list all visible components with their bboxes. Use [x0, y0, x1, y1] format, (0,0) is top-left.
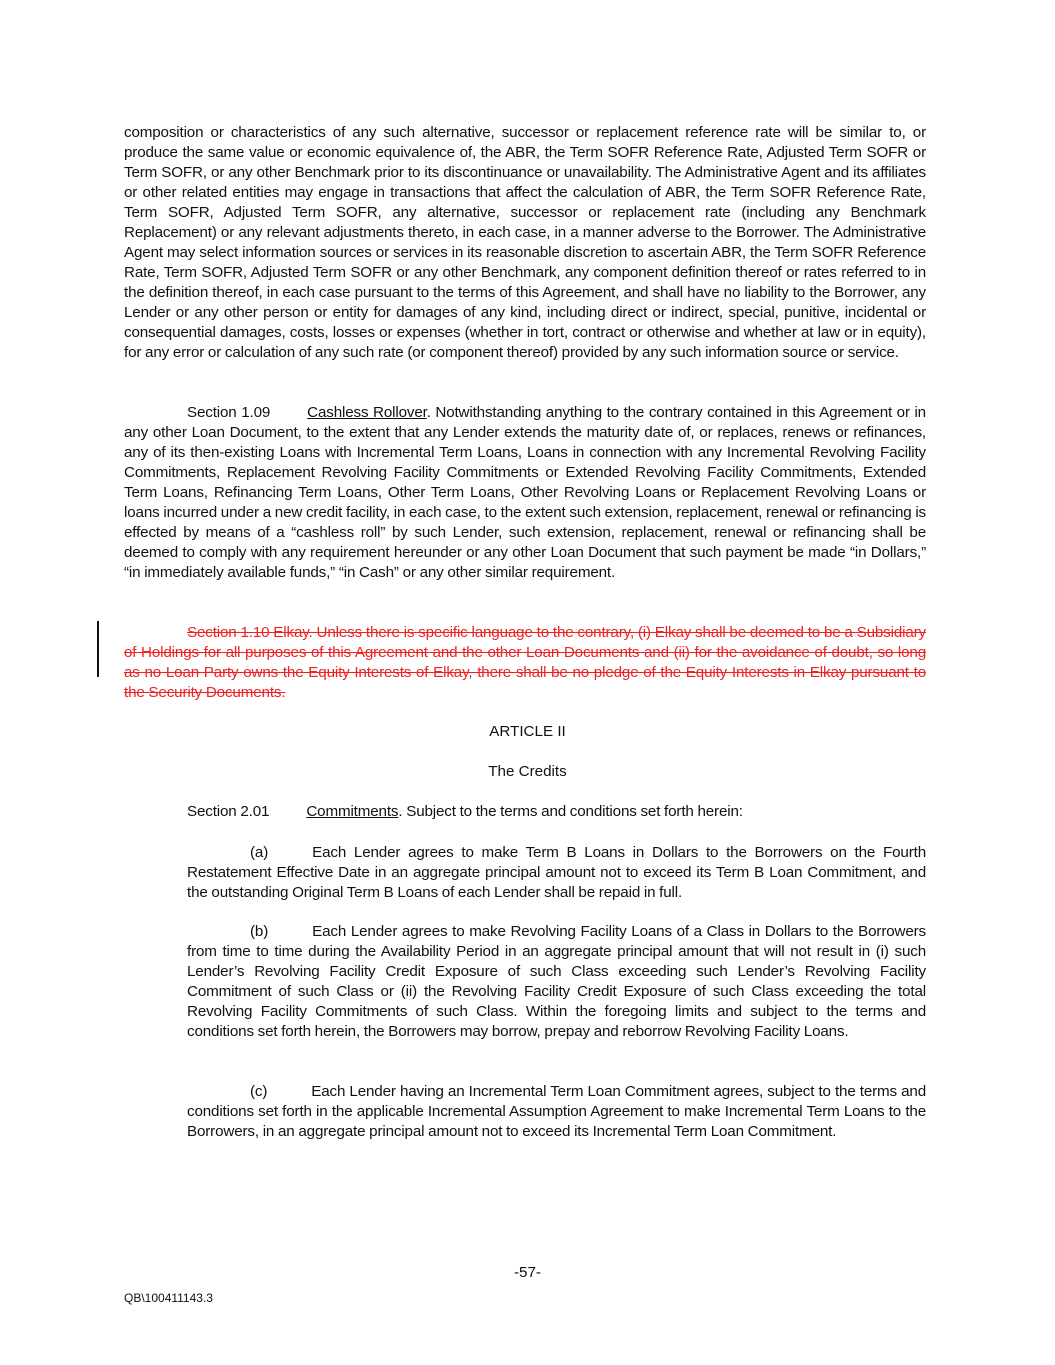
- section-title: Commitments: [306, 803, 399, 820]
- clause-b: [187, 922, 926, 1042]
- article-heading: ARTICLE II: [489, 723, 566, 740]
- section-title: Cashless Rollover: [307, 404, 427, 421]
- clause-label: (c): [250, 1083, 268, 1100]
- change-bar: [97, 621, 99, 677]
- clause-label: (a): [250, 844, 269, 861]
- section-number: Section 1.09: [187, 404, 271, 421]
- clause-text: Each Lender agrees to make Revolving Facility Loans of a Class in Dollars to the Borrowers from time to time during the Availability Period in an aggregate principal amount that will not result in (i) such Lender’s Revolving Facility Credit Exposure of such Class exceeding such Lender’s Revolving Facility Commitment of such Class or (ii) the Revolving Facility Credit Exposure of such Class exceeding the total Revolving Facility Commitments of such Class. Within the foregoing limits and subject to the terms and conditions set forth herein, the Borrowers may borrow, prepay and reborrow Revolving Facility Loans.: [187, 923, 926, 1040]
- page-number: -57-: [513, 1264, 541, 1281]
- clause-label: (b): [250, 923, 269, 940]
- clause-c: [187, 1082, 926, 1142]
- section-2-01: [187, 802, 926, 822]
- document-id: QB\100411143.3: [124, 1291, 213, 1305]
- clause-a: [187, 843, 926, 903]
- clause-text: Each Lender having an Incremental Term Loan Commitment agrees, subject to the terms and conditions set forth in the applicable Incremental Assumption Agreement to make Incremental Term Loans to the Borrowers, in an aggregate principal amount not to exceed its Incremental Term Loan Commitment.: [187, 1083, 926, 1140]
- section-number: Section 2.01: [187, 803, 270, 820]
- clause-text: Each Lender agrees to make Term B Loans in Dollars to the Borrowers on the Fourth Restatement Effective Date in an aggregate principal amount not to exceed its Term B Loan Commitment, and the outstanding Original Term B Loans of each Lender shall be repaid in full.: [187, 844, 926, 901]
- top-paragraph: composition or characteristics of any such alternative, successor or replacement reference rate will be similar to, or produce the same value or economic equivalence of, the ABR, the Term SOFR Reference Rate, Adjusted Term SOFR or Term SOFR, or any other Benchmark prior to its discontinuance or unavailability. The Administrative Agent and its affiliates or other related entities may engage in transactions that affect the calculation of ABR, the Term SOFR Reference Rate, Term SOFR, Adjusted Term SOFR, any alternative, successor or replacement rate (including any Benchmark Replacement) or any relevant adjustments thereto, in each case, in a manner adverse to the Borrower. The Administrative Agent may select information sources or services in its reasonable discretion to ascertain ABR, the Term SOFR Reference Rate, Term SOFR, Adjusted Term SOFR or any other Benchmark, any component definition thereof or rates referred to in the definition thereof, in each case pursuant to the terms of this Agreement, and shall have no liability to the Borrower, any Lender or any other person or entity for damages of any kind, including direct or indirect, special, punitive, incidental or consequential damages, costs, losses or expenses (whether in tort, contract or otherwise and whether at law or in equity), for any error or calculation of any such rate (or component thereof) provided by any such information source or service.: [124, 124, 926, 361]
- article-subheading: The Credits: [488, 763, 567, 780]
- section-body: . Subject to the terms and conditions set forth herein:: [398, 803, 743, 820]
- section-1-10-deleted: Section 1.10 Elkay. Unless there is specific language to the contrary, (i) Elkay shall be deemed to be a Subsidiary of Holdings for all purposes of this Agreement and the other Loan Documents and (ii) for the avoidance of doubt, so long as no Loan Party owns the Equity Interests of Elkay, there shall be no pledge of the Equity Interests in Elkay pursuant to the Security Documents.: [124, 624, 926, 701]
- section-1-09: [124, 403, 926, 583]
- section-body: . Notwithstanding anything to the contrary contained in this Agreement or in any other Loan Document, to the extent that any Lender extends the maturity date of, or replaces, renews or refinances, any of its then-existing Loans with Incremental Term Loans, Loans in connection with any Incremental Revolving Facility Commitments, Replacement Revolving Facility Commitments or Extended Revolving Facility Commitments, Extended Term Loans, Refinancing Term Loans, Other Term Loans, Other Revolving Loans or Replacement Revolving Loans or loans incurred under a new credit facility, in each case, to the extent such extension, replacement, renewal or refinancing is effected by means of a “cashless roll” by such Lender, such extension, replacement, renewal or refinancing shall be deemed to comply with any requirement hereunder or any other Loan Document that such payment be made “in Dollars,” “in immediately available funds,” “in Cash” or any other similar requirement.: [124, 404, 926, 581]
